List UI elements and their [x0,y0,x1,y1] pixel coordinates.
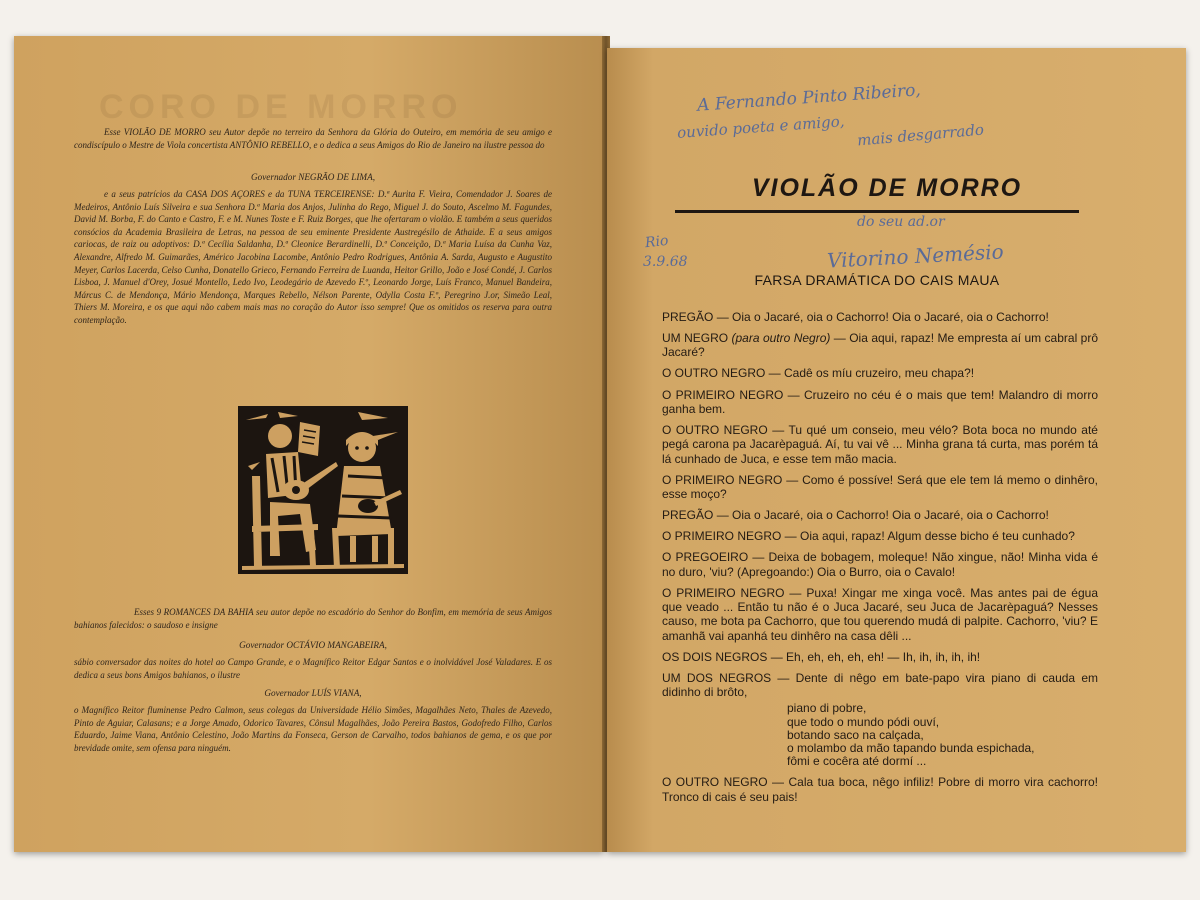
dialogue-line: UM NEGRO (para outro Negro) — Oia aqui, rapaz! Me empresta aí um cabral prô Jacaré? [662,331,1098,360]
dedication-patricios: e a seus patrícios da CASA DOS AÇORES e da TUNA TERCEIRENSE: D.ª Aurita F. Vieira, Comendador J. Soares de Medeiros, Antônio Luís Silveira e sua Senhora D.ª Maria dos Anjos, Julinha do Rego, Miguel J. do Souto, Ascelmo M. Fagundes, David M. Borba, F. do Canto e Castro, F. e M. Nunes Toste e F. Ruiz Borges, que lhe ofertaram o violão. E também a seus queridos consócios da Academia Brasileira de Letras, na pessoa de seu eminente Presidente Austregésilo de Athaide. E a seus amigos cariocas, de raiz ou adoptivos: D.ª Cecília Saldanha, D.ª Cleonice Berardinelli, D.ª Conceição, D.ª Maria Luísa da Cunha Vaz, Alexandre, Alfredo M. Guimarães, Américo Jacobina Lacombe, Antônio Pedro Rodrigues, Antônia A. Sarda, Augusto e Augustito Meyer, Carlos Lacerda, Celso Cunha, Donatello Grieco, Fernando Ferreira de Luanda, Heitor Grillo, João e José Condé, J. Carlos Lisboa, J. Manuel d'Orey, Josué Montello, Ledo Ivo, Leodegário de Azevedo F.º, Leonardo Jorge, Luís Franco, Manuel Bandeira, Márcus C. de Mendonça, Mário Mendonça, Marques Rebello, Nélson Parente, Odylla Costa F.º, Peregrino J.or, Simeão Leal, Thiers M. Moreira, e os que aqui não cabem mais mas no coração do Autor isso sempre! Que os omitidos os reserva para outra contemplação. [74,189,552,325]
left-page [14,36,604,852]
dialogue [662,310,1098,811]
author-signature: Vitorino Nemésio [826,239,1005,273]
dialogue-line: OS DOIS NEGROS — Eh, eh, eh, eh, eh! — Ih, ih, ih, ih, ih! [662,649,981,664]
dialogue-line: O OUTRO NEGRO — Tu qué um conseio, meu vélo? Bota boca no mundo até pegá carona pa Jacarèpaguá. Aí, tu vai vê ... Minha grana tá curta, mas porém tá lá cunhado de Juca, e esse tem mão macia. [662,422,1098,466]
dedication-bahia: Esses 9 ROMANCES DA BAHIA seu autor depõe no escadório do Senhor do Bonfim, em memória de seus Amigos bahianos falecidos: o saudoso e insigne [74,607,552,630]
poem-stanza [787,702,1098,768]
dialogue-line: O OUTRO NEGRO — Cadê os míu cruzeiro, meu chapa?! [662,366,975,381]
poem-line: botando saco na calçada, [787,727,924,742]
poem-line: que todo o mundo pódi ouví, [787,714,940,729]
dedication-bahia-list: o Magnífico Reitor fluminense Pedro Calmon, seus colegas da Universidade Hélio Simões, Magalhães Neto, Thales de Azevedo, Pinto de Aguiar, Calasans; e a Jorge Amado, Odorico Tavares, Cônsul Magalhães, João Pereira Bastos, Godofredo Filho, Carlos Eduardo, Jaime Viana, Antônio Celestino, João Martins da Fonseca, Gerson de Carvalho, todos bahianos de gema, e os que por brevidade omite, sem ofensa para ninguém. [74,705,552,753]
woodcut-illustration [238,406,408,574]
inscription-line-1: A Fernando Pinto Ribeiro, [696,80,922,116]
page-title: VIOLÃO DE MORRO [751,174,1023,202]
inscription-date: 3.9.68 [643,254,688,270]
dialogue-line: O PRIMEIRO NEGRO — Oia aqui, rapaz! Algum desse bicho é teu cunhado? [662,529,1075,544]
dialogue-line: O OUTRO NEGRO — Cala tua boca, nêgo infiliz! Pobre di morro vira cachorro! Tronco di cais é seu pais! [662,775,1098,804]
poem-line: fômi e cocêra até dormí ... [787,754,927,769]
dialogue-line: O PRIMEIRO NEGRO — Como é possíve! Será que ele tem lá memo o dinhêro, esse moço? [662,472,1098,501]
governor-viana: Governador LUÍS VIANA, [264,688,362,698]
dialogue-line: O PRIMEIRO NEGRO — Puxa! Xingar me xinga você. Mas antes pai de égua que veado ... Então tu não é o Juca Jacaré, seu Juca de Jacarèpaguá? Nesses causo, me bota pa Cachorro, que tou querendo mudá di palpite. Cachorro, 'viu? E amanhã vai apanhá teu dinhêro na casa dêli ... [662,585,1099,643]
inscription-line-3: mais desgarrado [856,120,985,150]
governor-negrao: Governador NEGRÃO DE LIMA, [250,172,375,182]
dialogue-line: O PREGOEIRO — Deixa de bobagem, moleque! Não xingue, não! Minha vida é no duro, 'viu? (Apregoando:) Oia o Burro, oia o Cavalo! [662,550,1098,579]
subtitle: FARSA DRAMÁTICA DO CAIS MAUA [754,272,1000,288]
inscription-line-2: ouvido poeta e amigo, [676,112,846,142]
poem-line: piano di pobre, [787,701,867,716]
dedication-bahia-friends: sábio conversador das noites do hotel ao Campo Grande, e o Magnífico Reitor Edgar Santos e o inolvidável José Valadares. E os dedica a seus bons Amigos bahianos, o ilustre [74,657,552,680]
dialogue-line: PREGÃO — Oia o Jacaré, oia o Cachorro! Oia o Jacaré, oia o Cachorro! [662,310,1049,324]
right-page [607,48,1186,852]
dialogue-line: UM DOS NEGROS — Dente di nêgo em bate-papo vira piano di cauda em didinho di brôto, [662,670,1099,699]
inscription-place: Rio [644,232,670,252]
show-through-title: CORO DE MORRO [99,88,463,126]
governor-mangabeira: Governador OCTÁVIO MANGABEIRA, [239,640,387,650]
inscription-line-4: do seu ad.or [857,214,945,230]
book-spread [14,36,1186,852]
dedication-rio: Esse VIOLÃO DE MORRO seu Autor depõe no terreiro da Senhora da Glória do Outeiro, em memória de seu amigo e condiscípulo o Mestre de Viola concertista ANTÔNIO REBELLO, e o dedica a seus Amigos do Rio de Janeiro na ilustre pessoa do [74,127,552,150]
dialogue-line: O PRIMEIRO NEGRO — Cruzeiro no céu é o mais que tem! Malandro di morro ganha bem. [662,387,1099,416]
dialogue-line: PREGÃO — Oia o Jacaré, oia o Cachorro! Oia o Jacaré, oia o Cachorro! [662,508,1049,523]
title-rule [675,210,1079,213]
poem-line: o molambo da mão tapando bunda espichada, [787,740,1035,755]
